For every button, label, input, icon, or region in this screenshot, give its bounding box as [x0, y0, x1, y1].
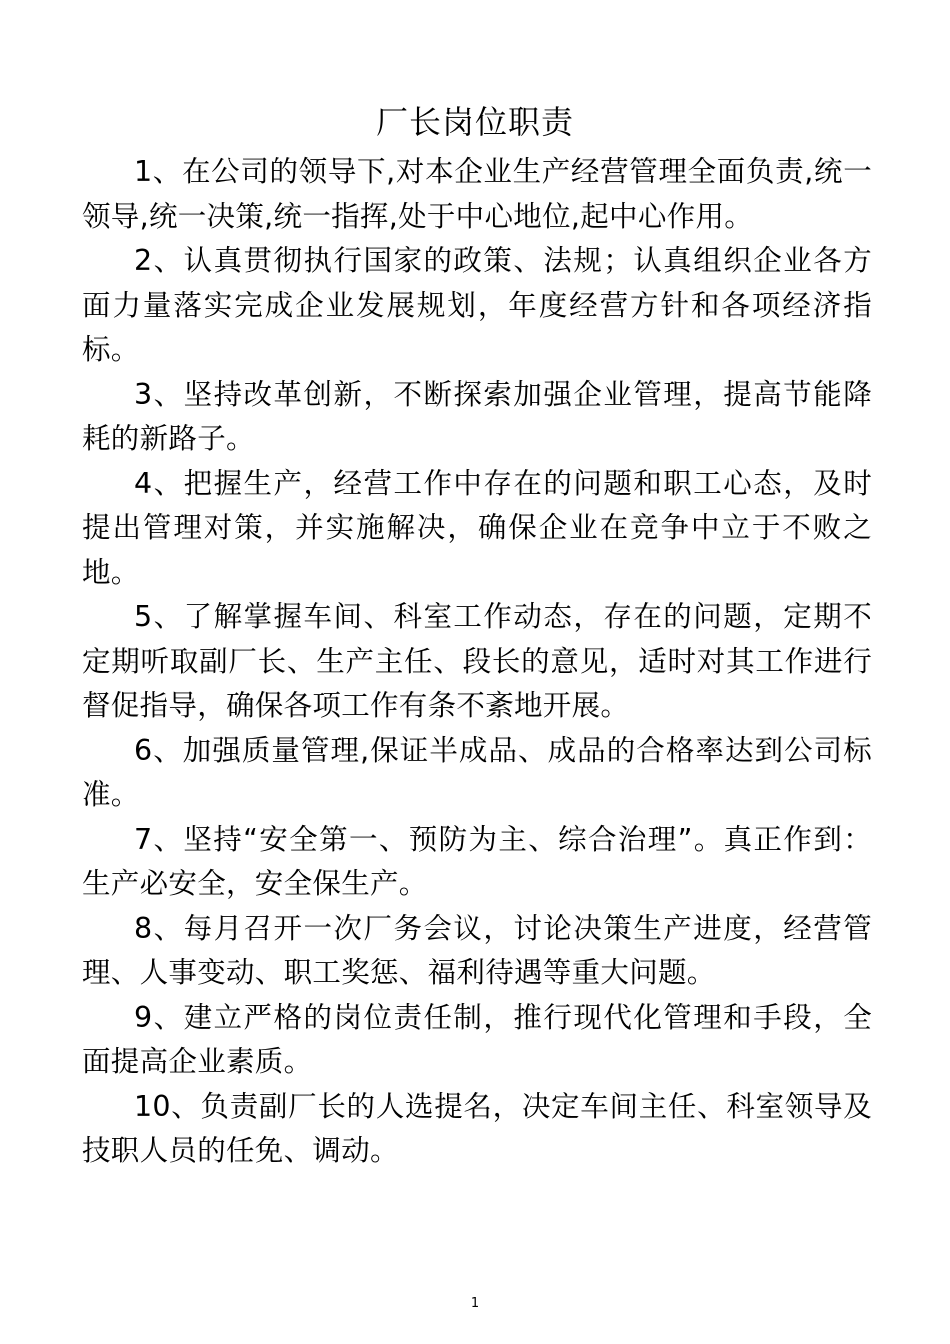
duty-paragraph-4: 4、把握生产，经营工作中存在的问题和职工心态，及时提出管理对策，并实施解决，确保企业在竞争中立于不败之地。: [82, 466, 872, 589]
duty-paragraph-1: 1、在公司的领导下,对本企业生产经营管理全面负责,统一领导,统一决策,统一指挥,处于中心地位,起中心作用。: [82, 155, 872, 233]
duty-paragraph-5: 5、了解掌握车间、科室工作动态，存在的问题，定期不定期听取副厂长、生产主任、段长的意见，适时对其工作进行督促指导，确保各项工作有条不紊地开展。: [82, 600, 872, 722]
duty-paragraph-7: 7、坚持“安全第一、预防为主、综合治理”。真正作到：生产必安全，安全保生产。: [82, 822, 872, 900]
duty-paragraph-9: 9、建立严格的岗位责任制，推行现代化管理和手段，全面提高企业素质。: [82, 1000, 872, 1078]
page-number: 1: [470, 1296, 480, 1311]
duty-paragraph-2: 2、认真贯彻执行国家的政策、法规；认真组织企业各方面力量落实完成企业发展规划，年度经营方针和各项经济指标。: [82, 244, 872, 366]
duty-paragraph-6: 6、加强质量管理,保证半成品、成品的合格率达到公司标准。: [82, 733, 872, 811]
document-title: 厂长岗位职责: [375, 103, 574, 141]
duty-paragraph-3: 3、坚持改革创新，不断探索加强企业管理，提高节能降耗的新路子。: [82, 377, 872, 455]
duty-paragraph-8: 8、每月召开一次厂务会议，讨论决策生产进度，经营管理、人事变动、职工奖惩、福利待遇等重大问题。: [82, 911, 872, 989]
document-body: [82, 150, 872, 1174]
duty-paragraph-10: 10、负责副厂长的人选提名，决定车间主任、科室领导及技职人员的任免、调动。: [82, 1089, 872, 1167]
